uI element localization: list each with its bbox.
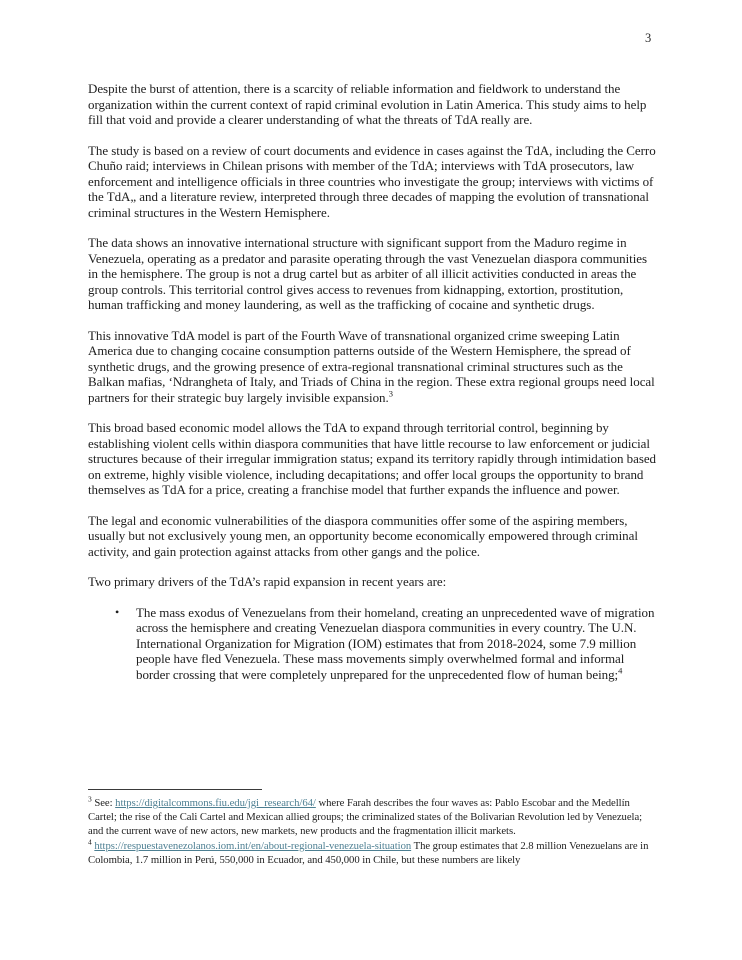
page-body [88, 81, 658, 697]
footnote-4-marker: 4 [88, 837, 92, 847]
footnote-3 [88, 796, 658, 839]
bullet-item [88, 605, 658, 683]
footnotes-section [88, 789, 658, 867]
paragraph-5 [88, 420, 658, 498]
paragraph-4 [88, 328, 658, 406]
footnote-3-link[interactable]: https://digitalcommons.fiu.edu/jgi_research/64/ [115, 797, 316, 809]
paragraph-7-text: Two primary drivers of the TdA’s rapid expansion in recent years are: [88, 574, 447, 589]
paragraph-1-text: Despite the burst of attention, there is a scarcity of reliable information and fieldwork to understand the organization within the current context of rapid criminal evolution in Latin America. This study aims to help fill that void and provide a clearer understanding of what the threats of TdA really are. [88, 81, 647, 127]
paragraph-6 [88, 513, 658, 560]
paragraph-3-text: The data shows an innovative international structure with significant support from the Maduro regime in Venezuela, operating as a predator and parasite operating through the vast Venezuelan diaspora communities in the hemisphere. The group is not a drug cartel but as arbiter of all illicit activities conducted in areas the group controls. This territorial control gives access to revenues from kidnapping, extortion, prostitution, human trafficking and money laundering, as well as the trafficking of cocaine and synthetic drugs. [88, 235, 648, 312]
footnote-4 [88, 839, 658, 867]
bullet-icon: • [115, 604, 120, 619]
paragraph-2 [88, 143, 658, 221]
bullet-item-text [136, 605, 658, 683]
paragraph-4-text: This innovative TdA model is part of the Fourth Wave of transnational organized crime sweeping Latin America due to changing cocaine consumption patterns outside of the Western Hemisphere, the spread of synthetic drugs, and the growing presence of extra-regional transnational criminal structures such as the Balkan mafias, ‘Ndrangheta of Italy, and Triads of China in the region. These extra regional groups need local partners for their strategic buy largely invisible expansion. [88, 327, 655, 405]
footnote-separator [88, 789, 262, 790]
footnote-3-marker: 3 [88, 794, 92, 804]
footnote-ref-4: 4 [618, 665, 623, 676]
paragraph-7 [88, 574, 658, 590]
paragraph-1 [88, 81, 658, 128]
paragraph-6-text: The legal and economic vulnerabilities of the diaspora communities offer some of the aspiring members, usually but not exclusively young men, an opportunity become economically empowered through criminal activity, and gain protection against attacks from other gangs and the police. [88, 512, 638, 559]
footnote-3-text: where Farah describes the four waves as: Pablo Escobar and the Medellín Cartel; the rise of the Cali Cartel and Mexican allied groups; the criminalized states of the Bolivarian Revolution led by Venezuela; and the current wave of new actors, new markets, new products and the fragmentation illicit markets. [88, 797, 643, 838]
footnote-ref-3: 3 [388, 388, 393, 399]
page-number: 3 [645, 31, 652, 45]
footnote-3-prefix: See: [91, 797, 116, 809]
footnote-4-link[interactable]: https://respuestavenezolanos.iom.int/en/about-regional-venezuela-situation [94, 839, 412, 852]
paragraph-5-text: This broad based economic model allows the TdA to expand through territorial control, beginning by establishing violent cells within diaspora communities that have little recourse to law enforcement or judicial structures because of their irregular immigration status; expand its territory rapidly through intimidation based on extreme, highly visible violence, including decapitations; and offer local groups the opportunity to brand themselves as TdA for a price, creating a franchise model that further expands the influence and power. [88, 420, 657, 497]
bullet-item-body: The mass exodus of Venezuelans from their homeland, creating an unprecedented wave of migration across the hemisphere and creating Venezuelan diaspora communities in every country. The U.N. International Organization for Migration (IOM) estimates that from 2018-2024, some 7.9 million people have fled Venezuela. These mass movements simply overwhelmed formal and informal border crossing that were completely unprepared for the unprecedented flow of human being; [136, 604, 655, 682]
paragraph-2-text: The study is based on a review of court documents and evidence in cases against the TdA, including the Cerro Chuño raid; interviews in Chilean prisons with member of the TdA; interviews with TdA prosecutors, law enforcement and intelligence officials in three countries who investigate the group; interviews with victims of the TdA„ and a literature review, interpreted through three decades of mapping the evolution of transnational criminal structures in the Western Hemisphere. [88, 142, 656, 220]
paragraph-3 [88, 235, 658, 313]
footnote-4-text: The group estimates that 2.8 million Venezuelans are in Colombia, 1.7 million in Perú, 550,000 in Ecuador, and 450,000 in Chile, but these numbers are likely [88, 839, 649, 866]
